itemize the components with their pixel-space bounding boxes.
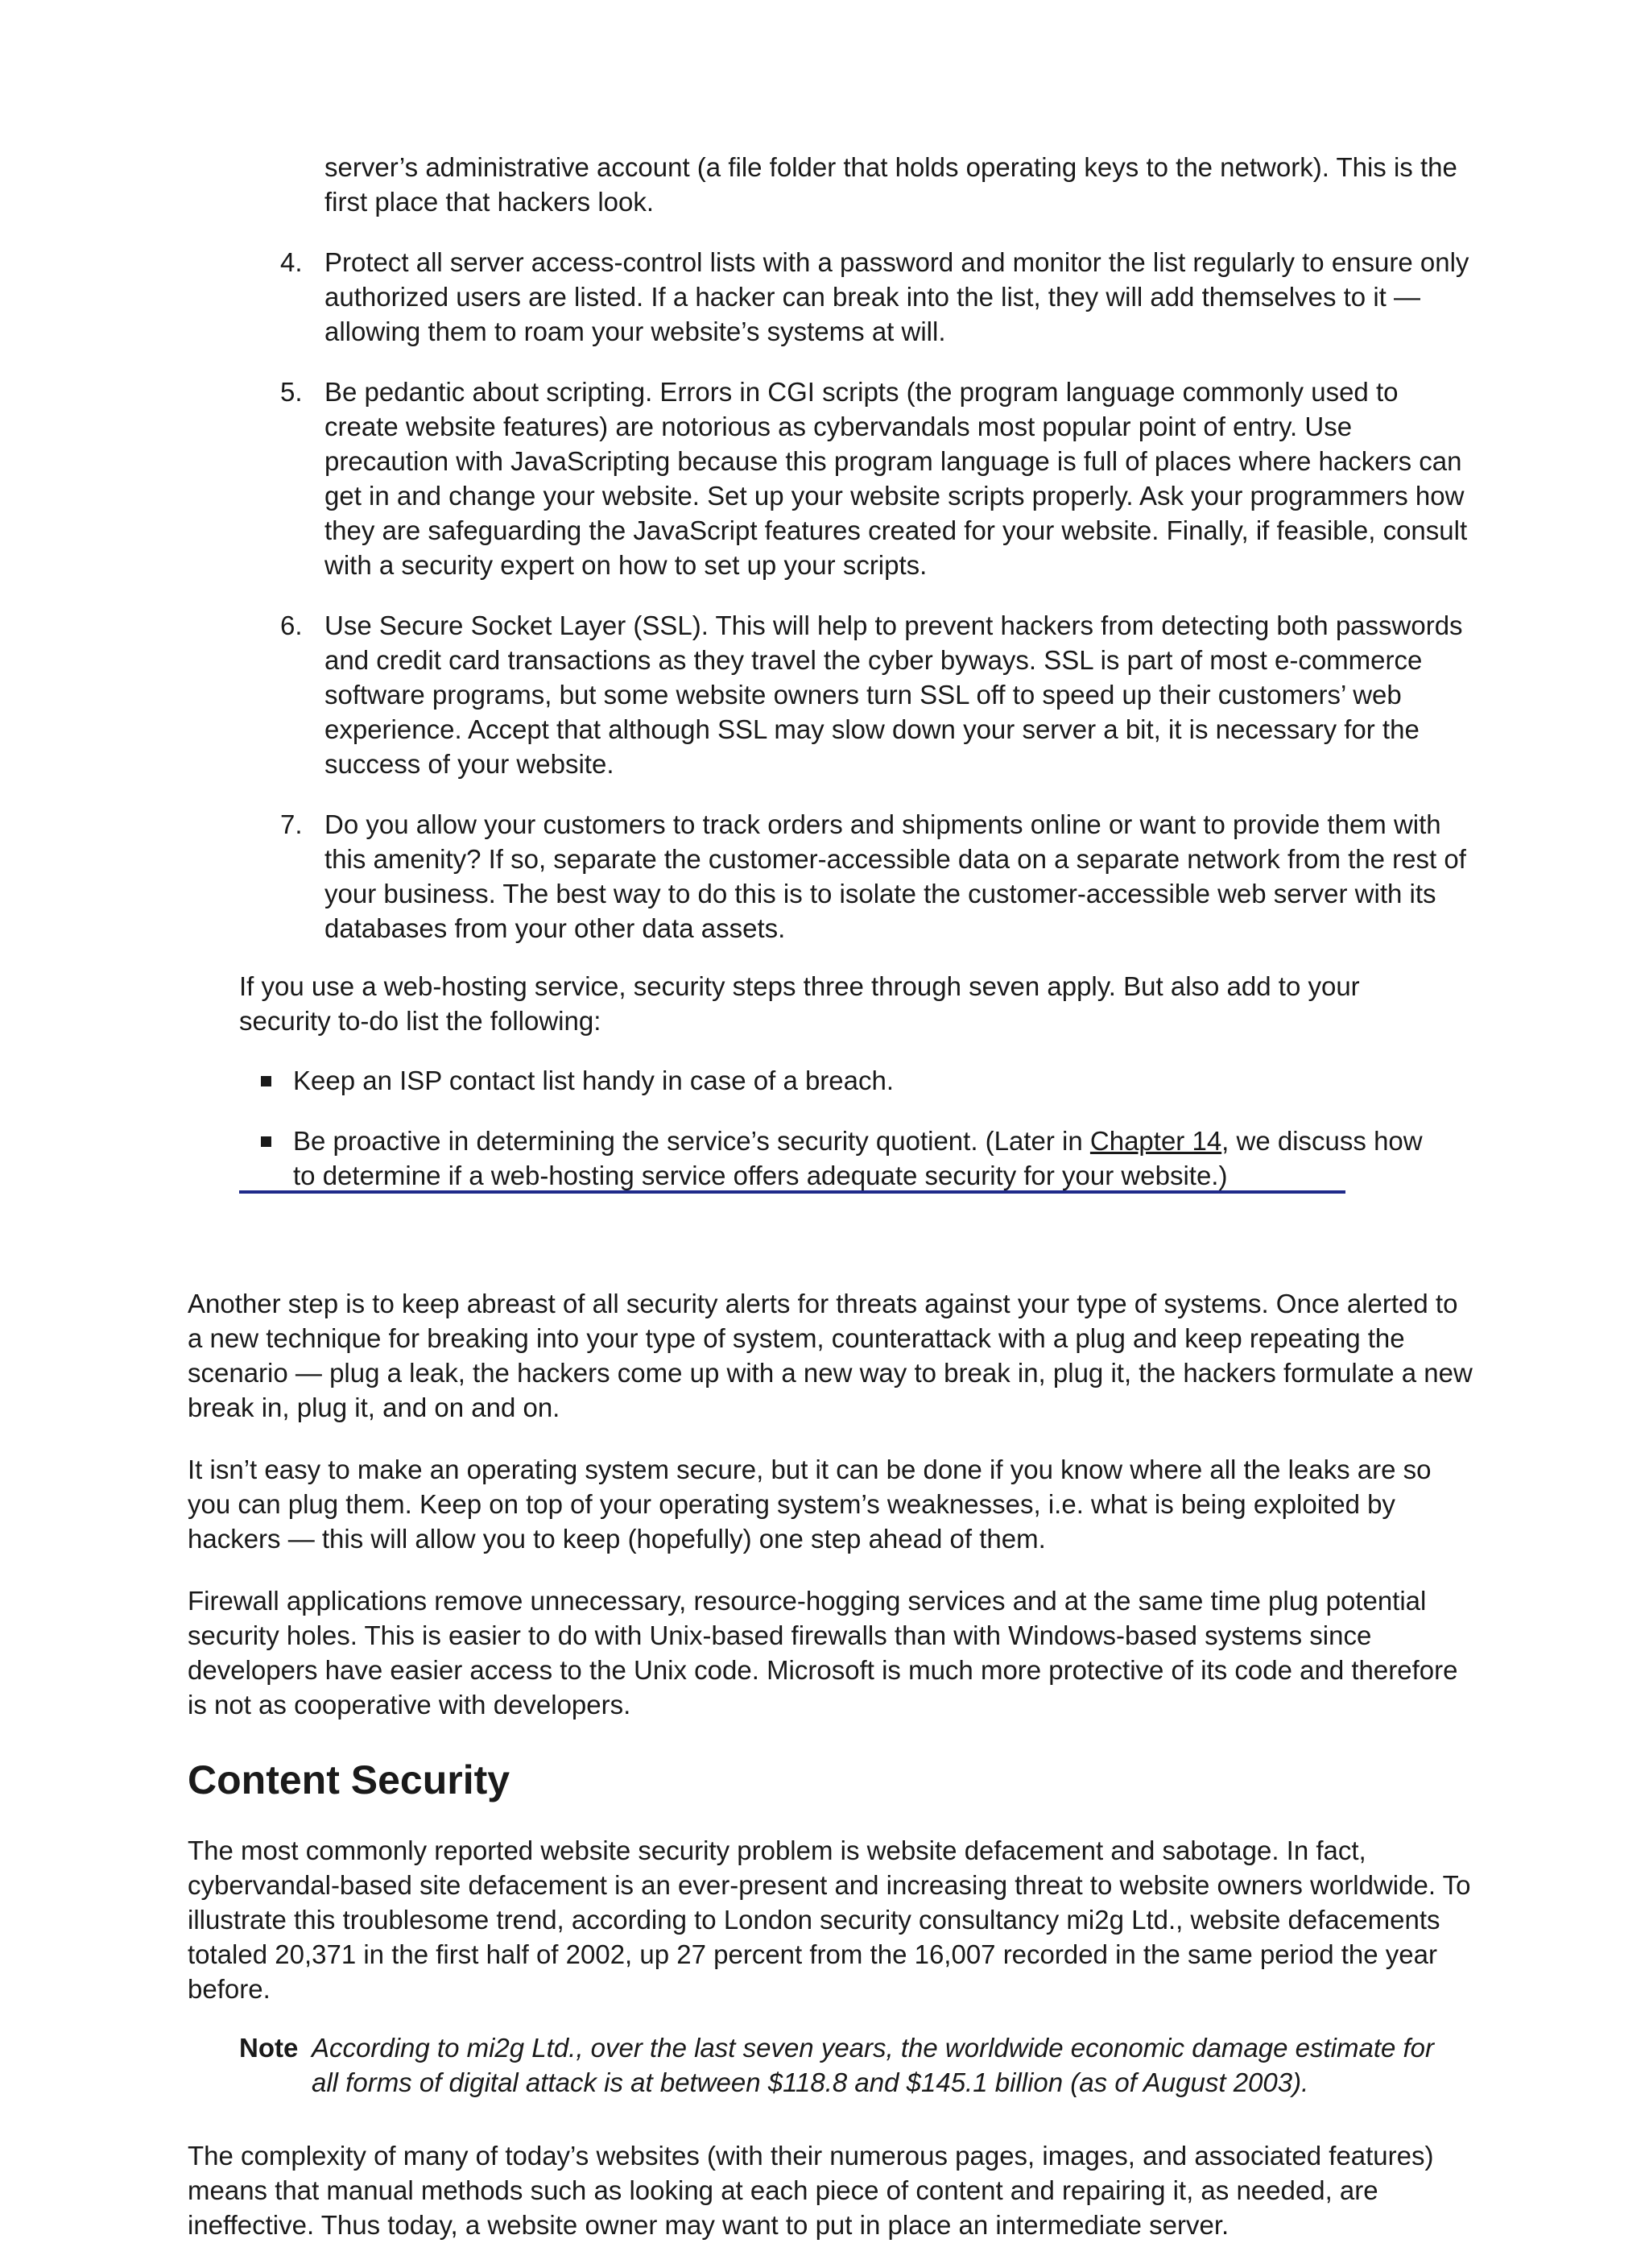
bullet-item — [239, 1063, 1447, 1098]
firewall-paragraph: Firewall applications remove unnecessary, resource-hogging services and at the same time plug potential security holes. This is easier to do with Unix-based firewalls than with Windows-based systems since developers have easier access to the Unix code. Microsoft is much more protective of its code and therefore is not as cooperative with developers. — [188, 1586, 1458, 1720]
web-hosting-intro: If you use a web-hosting service, security steps three through seven apply. But also add to your security to-do list the following: — [239, 971, 1360, 1036]
note-label: Note — [239, 2033, 299, 2063]
bullet-text: Keep an ISP contact list handy in case of a breach. — [293, 1066, 895, 1095]
square-bullet-icon — [261, 1136, 271, 1147]
list-item-text: Do you allow your customers to track orders and shipments online or want to provide them with this amenity? If so, separate the customer-accessible data on a separate network from the rest of your business. The best way to do this is to isolate the customer-accessible web server with its databases from your other data assets. — [324, 809, 1466, 943]
list-item — [271, 807, 1478, 946]
square-bullet-icon — [261, 1076, 271, 1086]
os-security-paragraph: It isn’t easy to make an operating system secure, but it can be done if you know where all the leaks are so you can plug them. Keep on top of your operating system’s weaknesses, i.e. what is being exploited by hackers — this will allow you to keep (hopefully) one step ahead of them. — [188, 1455, 1432, 1554]
security-alerts-paragraph: Another step is to keep abreast of all security alerts for threats against your type of systems. Once alerted to a new technique for breaking into your type of system, counterattack with a plug and keep repeating the scenario — plug a leak, the hackers come up with a new way to break in, plug it, the hackers formulate a new break in, plug it, and on and on. — [188, 1289, 1473, 1422]
list-item-number: 4. — [280, 247, 303, 277]
list-item — [271, 375, 1478, 582]
bullet-item — [239, 1124, 1447, 1193]
hosting-bullet-list — [239, 1063, 1447, 1219]
complexity-paragraph: The complexity of many of today’s websites (with their numerous pages, images, and associated features) means that manual methods such as looking at each piece of content and repairing it, as needed, are ineffective. Thus today, a website owner may want to put in place an intermediate server. — [188, 2141, 1434, 2240]
chapter-14-link[interactable]: Chapter 14 — [1089, 1126, 1222, 1156]
note-text: According to mi2g Ltd., over the last seven years, the worldwide economic damage estimate for all forms of digital attack is at between $118.8 and $145.1 billion (as of August 2003). — [312, 2033, 1435, 2097]
bullet-text-before-link: Be proactive in determining the service’s security quotient. (Later in — [293, 1126, 1090, 1156]
bullet-text-after-link: , we discuss how to determine if a web-hosting service offers adequate security for your website.) — [293, 1126, 1423, 1190]
list-item-text: Be pedantic about scripting. Errors in CGI scripts (the program language commonly used to create website features) are notorious as cybervandals most popular point of entry. Use precaution with JavaScripting because this program language is full of places where hackers can get in and change your website. Set up your website scripts properly. Ask your programmers how they are safeguarding the JavaScript features created for your website. Finally, if feasible, consult with a security expert on how to set up your scripts. — [324, 377, 1468, 580]
defacement-paragraph: The most commonly reported website security problem is website defacement and sabotage. In fact, cybervandal-based site defacement is an ever-present and increasing threat to website owners worldwide. To illustrate this troublesome trend, according to London security consultancy mi2g Ltd., website defacements totaled 20,371 in the first half of 2002, up 27 percent from the 16,007 recorded in the same period the year before. — [188, 1836, 1471, 2004]
continuation-paragraph: server’s administrative account (a file folder that holds operating keys to the network). This is the first place that hackers look. — [324, 152, 1457, 217]
note-callout — [239, 2030, 1447, 2100]
security-steps-list — [271, 245, 1478, 971]
list-item-number: 6. — [280, 610, 303, 640]
section-heading: Content Security — [188, 1757, 510, 1802]
list-item-text: Use Secure Socket Layer (SSL). This will help to prevent hackers from detecting both passwords and credit card transactions as they travel the cyber byways. SSL is part of most e-commerce software programs, but some website owners turn SSL off to speed up their customers’ web experience. Accept that although SSL may slow down your server a bit, it is necessary for the success of your website. — [324, 610, 1463, 779]
list-item-text: Protect all server access-control lists with a password and monitor the list regularly to ensure only authorized users are listed. If a hacker can break into the list, they will add themselves to it — allowing them to roam your website’s systems at will. — [324, 247, 1469, 346]
list-item — [271, 608, 1478, 781]
section-divider — [239, 1190, 1345, 1194]
list-item-number: 7. — [280, 809, 303, 839]
list-item-number: 5. — [280, 377, 303, 407]
list-item — [271, 245, 1478, 349]
